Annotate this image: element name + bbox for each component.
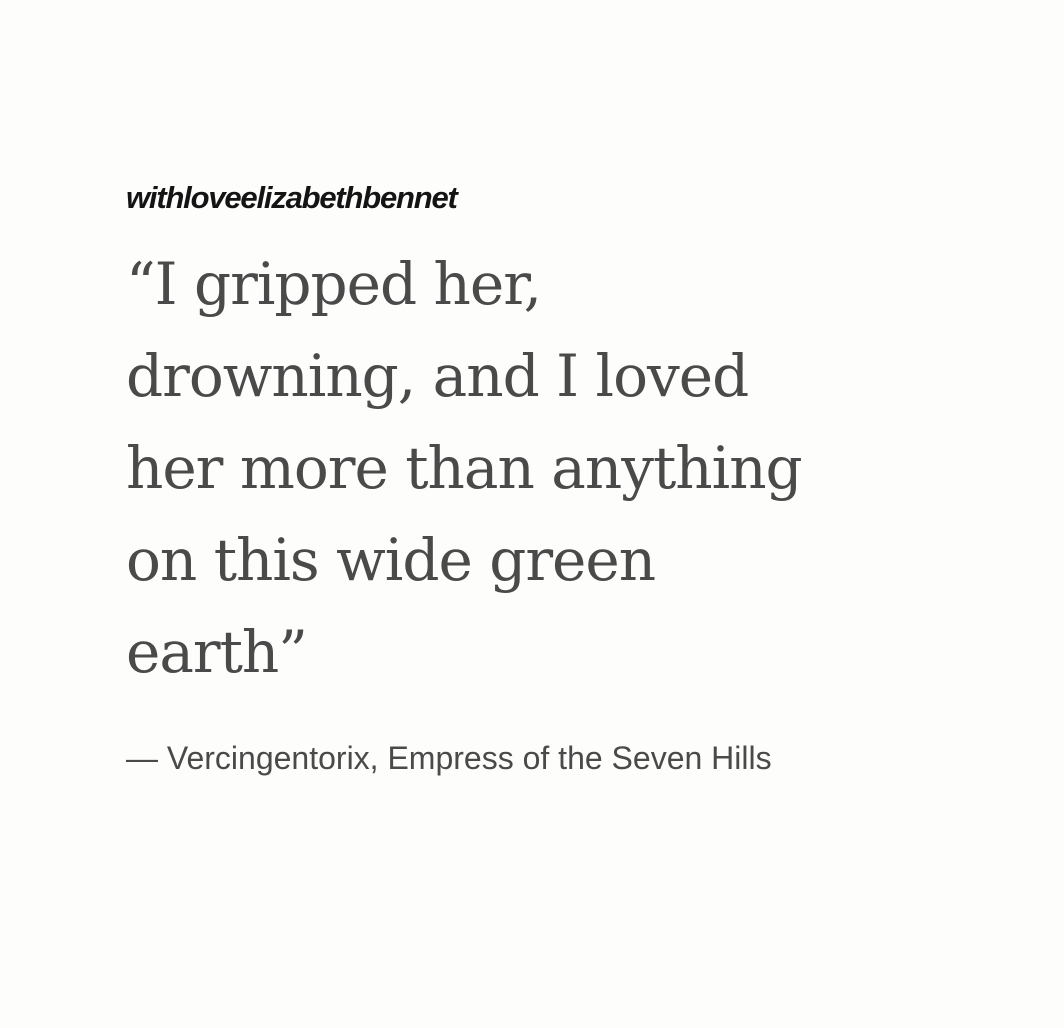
quote-line: her more than anything: [126, 434, 802, 502]
text-post: [126, 176, 1026, 778]
blog-username-link[interactable]: withloveelizabethbennet: [126, 180, 457, 215]
quote-line: on this wide green: [126, 526, 656, 594]
quote-line: drowning, and I loved: [126, 342, 749, 410]
quote-text: [126, 238, 1026, 698]
quote-attribution: — Vercingentorix, Empress of the Seven Hills: [126, 740, 772, 776]
quote-line: earth”: [126, 618, 307, 686]
quote-line: “I gripped her,: [126, 250, 542, 318]
